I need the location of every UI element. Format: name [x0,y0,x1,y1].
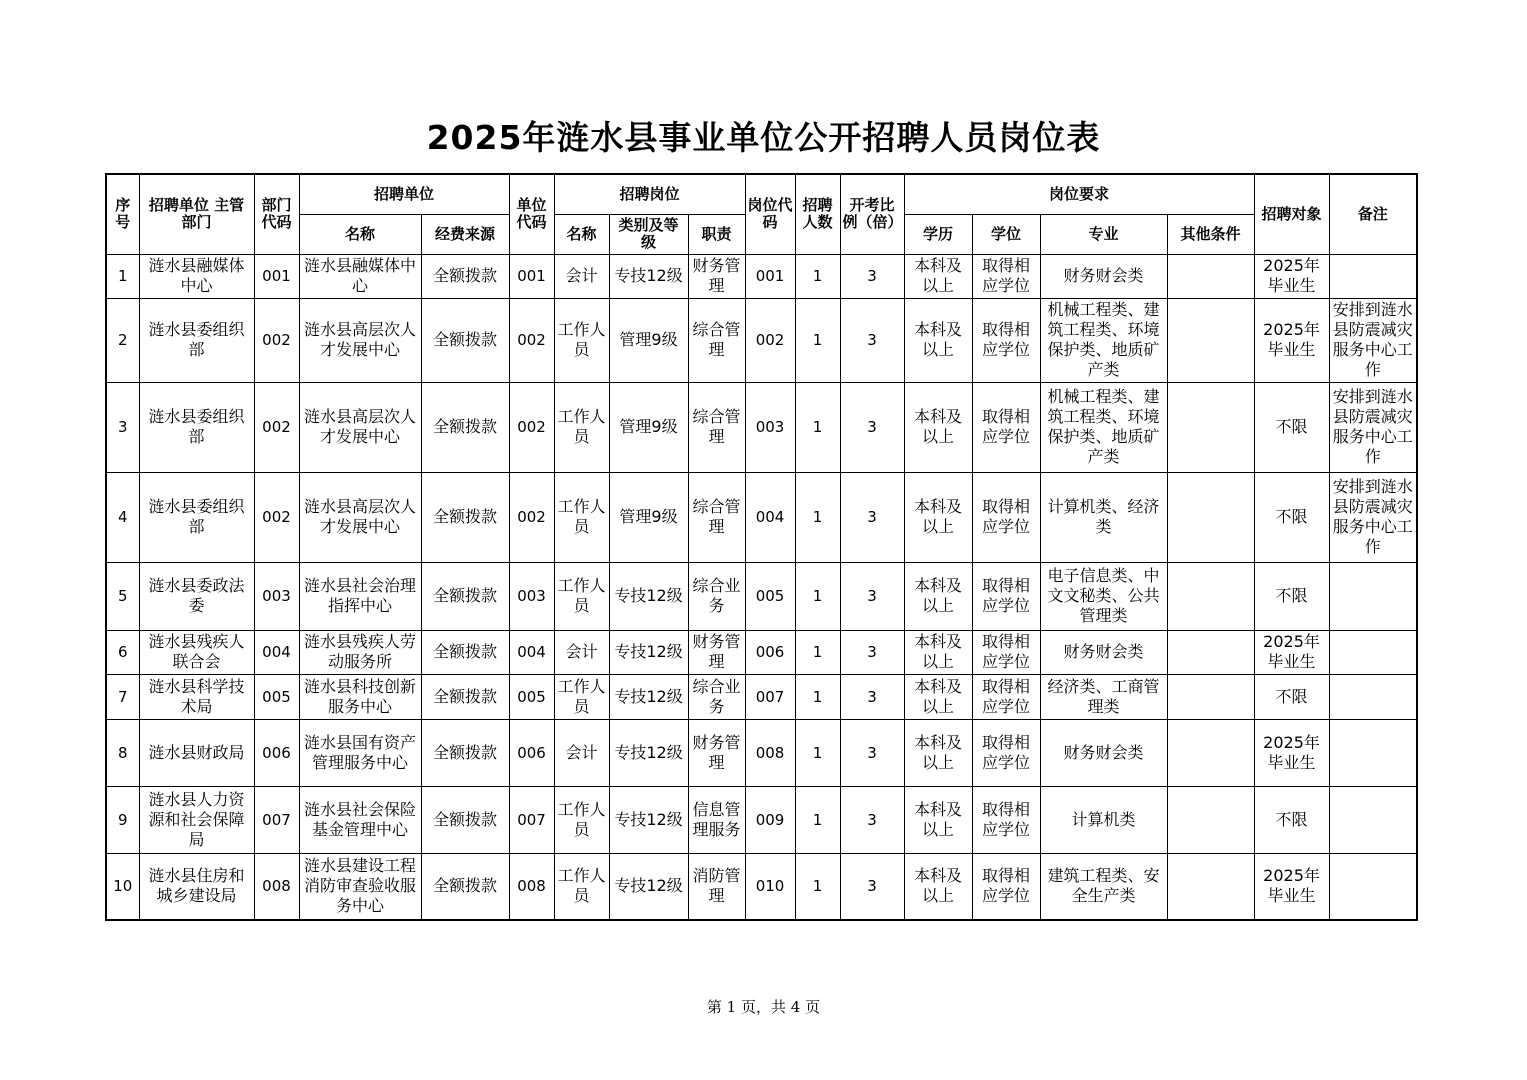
cell-post: 会计 [554,630,609,674]
cell-funding: 全额拨款 [421,853,509,920]
cell-degree: 取得相应学位 [972,472,1040,562]
cell-dept-code: 002 [254,382,299,472]
cell-major: 财务财会类 [1040,254,1167,298]
table-row [106,853,1417,920]
cell-dept: 涟水县委组织部 [139,472,254,562]
cell-duty: 财务管理 [688,719,745,786]
cell-degree: 取得相应学位 [972,254,1040,298]
cell-degree: 取得相应学位 [972,719,1040,786]
cell-post: 工作人员 [554,298,609,382]
cell-seq: 8 [106,719,139,786]
cell-ratio: 3 [840,674,904,719]
cell-unit: 涟水县建设工程消防审查验收服务中心 [299,853,421,920]
cell-post-code: 009 [745,786,795,853]
cell-ratio: 3 [840,719,904,786]
cell-remark [1329,674,1417,719]
cell-funding: 全额拨款 [421,786,509,853]
cell-dept-code: 005 [254,674,299,719]
cell-category: 专技12级 [609,786,688,853]
cell-target: 不限 [1254,786,1329,853]
table-row [106,472,1417,562]
header-dept-code: 部门代码 [254,174,299,254]
cell-count: 1 [795,562,840,630]
cell-count: 1 [795,674,840,719]
cell-major: 财务财会类 [1040,719,1167,786]
cell-funding: 全额拨款 [421,254,509,298]
header-dept: 招聘单位 主管部门 [139,174,254,254]
cell-dept: 涟水县人力资源和社会保障局 [139,786,254,853]
cell-ratio: 3 [840,853,904,920]
cell-funding: 全额拨款 [421,472,509,562]
cell-unit-code: 004 [509,630,554,674]
cell-major: 电子信息类、中文文秘类、公共管理类 [1040,562,1167,630]
cell-degree: 取得相应学位 [972,674,1040,719]
header-remark: 备注 [1329,174,1417,254]
cell-post: 工作人员 [554,562,609,630]
cell-duty: 信息管理服务 [688,786,745,853]
cell-dept-code: 002 [254,472,299,562]
cell-category: 专技12级 [609,562,688,630]
cell-ratio: 3 [840,382,904,472]
cell-seq: 10 [106,853,139,920]
cell-remark [1329,630,1417,674]
header-category: 类别及等级 [609,214,688,254]
cell-funding: 全额拨款 [421,630,509,674]
cell-post: 会计 [554,719,609,786]
cell-post: 工作人员 [554,382,609,472]
cell-count: 1 [795,254,840,298]
header-unit-code: 单位代码 [509,174,554,254]
cell-unit-code: 006 [509,719,554,786]
cell-dept: 涟水县委政法委 [139,562,254,630]
cell-category: 专技12级 [609,853,688,920]
cell-dept: 涟水县融媒体中心 [139,254,254,298]
cell-count: 1 [795,382,840,472]
cell-remark [1329,254,1417,298]
cell-target: 不限 [1254,674,1329,719]
header-post-group: 招聘岗位 [554,174,745,214]
cell-unit-code: 005 [509,674,554,719]
cell-dept-code: 001 [254,254,299,298]
header-degree: 学位 [972,214,1040,254]
cell-education: 本科及以上 [904,853,972,920]
page-title: 2025年涟水县事业单位公开招聘人员岗位表 [426,118,1101,157]
cell-duty: 综合业务 [688,674,745,719]
cell-dept-code: 004 [254,630,299,674]
cell-unit-code: 003 [509,562,554,630]
cell-education: 本科及以上 [904,719,972,786]
cell-seq: 3 [106,382,139,472]
cell-other [1167,562,1254,630]
cell-dept: 涟水县残疾人联合会 [139,630,254,674]
cell-seq: 9 [106,786,139,853]
cell-funding: 全额拨款 [421,298,509,382]
cell-post-code: 007 [745,674,795,719]
cell-education: 本科及以上 [904,562,972,630]
cell-remark [1329,786,1417,853]
cell-duty: 财务管理 [688,630,745,674]
table-row [106,254,1417,298]
cell-post: 工作人员 [554,674,609,719]
cell-funding: 全额拨款 [421,382,509,472]
cell-count: 1 [795,786,840,853]
cell-other [1167,630,1254,674]
cell-other [1167,298,1254,382]
cell-degree: 取得相应学位 [972,298,1040,382]
cell-post-code: 005 [745,562,795,630]
header-funding: 经费来源 [421,214,509,254]
cell-seq: 7 [106,674,139,719]
cell-post-code: 001 [745,254,795,298]
cell-unit: 涟水县高层次人才发展中心 [299,298,421,382]
header-education: 学历 [904,214,972,254]
cell-degree: 取得相应学位 [972,853,1040,920]
cell-education: 本科及以上 [904,786,972,853]
cell-major: 财务财会类 [1040,630,1167,674]
header-unit-name: 名称 [299,214,421,254]
cell-post: 会计 [554,254,609,298]
cell-target: 2025年毕业生 [1254,853,1329,920]
cell-count: 1 [795,630,840,674]
cell-target: 2025年毕业生 [1254,630,1329,674]
table-row [106,786,1417,853]
cell-degree: 取得相应学位 [972,630,1040,674]
cell-dept-code: 002 [254,298,299,382]
cell-count: 1 [795,719,840,786]
cell-duty: 综合业务 [688,562,745,630]
cell-education: 本科及以上 [904,630,972,674]
cell-other [1167,674,1254,719]
cell-funding: 全额拨款 [421,674,509,719]
cell-degree: 取得相应学位 [972,382,1040,472]
cell-ratio: 3 [840,298,904,382]
cell-other [1167,786,1254,853]
cell-funding: 全额拨款 [421,562,509,630]
cell-degree: 取得相应学位 [972,562,1040,630]
cell-seq: 2 [106,298,139,382]
cell-duty: 财务管理 [688,254,745,298]
cell-category: 管理9级 [609,382,688,472]
header-duty: 职责 [688,214,745,254]
cell-seq: 1 [106,254,139,298]
cell-remark [1329,719,1417,786]
cell-post-code: 006 [745,630,795,674]
cell-post-code: 008 [745,719,795,786]
cell-degree: 取得相应学位 [972,786,1040,853]
cell-category: 管理9级 [609,298,688,382]
table-row [106,382,1417,472]
cell-duty: 消防管理 [688,853,745,920]
cell-major: 建筑工程类、安全生产类 [1040,853,1167,920]
cell-dept: 涟水县科学技术局 [139,674,254,719]
header-ratio: 开考比例（倍） [840,174,904,254]
cell-count: 1 [795,472,840,562]
header-other: 其他条件 [1167,214,1254,254]
cell-post-code: 004 [745,472,795,562]
cell-remark: 安排到涟水县防震减灾服务中心工作 [1329,382,1417,472]
cell-dept: 涟水县财政局 [139,719,254,786]
cell-unit: 涟水县社会保险基金管理中心 [299,786,421,853]
cell-other [1167,382,1254,472]
page-footer: 第 1 页，共 4 页 [706,998,821,1016]
header-major: 专业 [1040,214,1167,254]
cell-count: 1 [795,853,840,920]
table-row [106,630,1417,674]
cell-major: 经济类、工商管理类 [1040,674,1167,719]
cell-unit-code: 007 [509,786,554,853]
header-req-group: 岗位要求 [904,174,1254,214]
header-post-code: 岗位代码 [745,174,795,254]
table-row [106,298,1417,382]
cell-post: 工作人员 [554,853,609,920]
cell-post: 工作人员 [554,786,609,853]
cell-post-code: 003 [745,382,795,472]
cell-remark: 安排到涟水县防震减灾服务中心工作 [1329,472,1417,562]
cell-education: 本科及以上 [904,382,972,472]
cell-funding: 全额拨款 [421,719,509,786]
cell-category: 专技12级 [609,630,688,674]
cell-category: 管理9级 [609,472,688,562]
cell-education: 本科及以上 [904,254,972,298]
cell-unit: 涟水县融媒体中心 [299,254,421,298]
header-target: 招聘对象 [1254,174,1329,254]
positions-table [105,173,1418,921]
cell-duty: 综合管理 [688,472,745,562]
cell-seq: 4 [106,472,139,562]
cell-unit: 涟水县高层次人才发展中心 [299,382,421,472]
cell-target: 2025年毕业生 [1254,719,1329,786]
cell-dept-code: 006 [254,719,299,786]
cell-remark: 安排到涟水县防震减灾服务中心工作 [1329,298,1417,382]
cell-ratio: 3 [840,786,904,853]
cell-dept: 涟水县委组织部 [139,382,254,472]
cell-education: 本科及以上 [904,674,972,719]
cell-education: 本科及以上 [904,298,972,382]
cell-duty: 综合管理 [688,382,745,472]
cell-unit-code: 008 [509,853,554,920]
cell-post-code: 010 [745,853,795,920]
table-row [106,719,1417,786]
cell-category: 专技12级 [609,674,688,719]
cell-remark [1329,853,1417,920]
table-row [106,562,1417,630]
cell-unit-code: 002 [509,382,554,472]
cell-category: 专技12级 [609,719,688,786]
table-row [106,674,1417,719]
header-post-name: 名称 [554,214,609,254]
cell-major: 计算机类、经济类 [1040,472,1167,562]
cell-dept-code: 008 [254,853,299,920]
cell-other [1167,719,1254,786]
header-seq: 序号 [106,174,139,254]
cell-major: 机械工程类、建筑工程类、环境保护类、地质矿产类 [1040,298,1167,382]
cell-target: 不限 [1254,472,1329,562]
cell-ratio: 3 [840,472,904,562]
cell-target: 不限 [1254,382,1329,472]
cell-target: 2025年毕业生 [1254,298,1329,382]
cell-education: 本科及以上 [904,472,972,562]
cell-remark [1329,562,1417,630]
cell-dept-code: 003 [254,562,299,630]
cell-unit-code: 002 [509,298,554,382]
cell-duty: 综合管理 [688,298,745,382]
cell-other [1167,853,1254,920]
header-count: 招聘人数 [795,174,840,254]
cell-dept: 涟水县委组织部 [139,298,254,382]
cell-target: 2025年毕业生 [1254,254,1329,298]
cell-ratio: 3 [840,630,904,674]
cell-major: 机械工程类、建筑工程类、环境保护类、地质矿产类 [1040,382,1167,472]
cell-unit: 涟水县残疾人劳动服务所 [299,630,421,674]
cell-target: 不限 [1254,562,1329,630]
cell-unit: 涟水县国有资产管理服务中心 [299,719,421,786]
cell-count: 1 [795,298,840,382]
cell-ratio: 3 [840,562,904,630]
cell-unit-code: 002 [509,472,554,562]
cell-other [1167,254,1254,298]
cell-unit: 涟水县社会治理指挥中心 [299,562,421,630]
cell-dept: 涟水县住房和城乡建设局 [139,853,254,920]
cell-major: 计算机类 [1040,786,1167,853]
cell-post-code: 002 [745,298,795,382]
cell-unit-code: 001 [509,254,554,298]
cell-dept-code: 007 [254,786,299,853]
cell-post: 工作人员 [554,472,609,562]
cell-other [1167,472,1254,562]
cell-ratio: 3 [840,254,904,298]
header-unit-group: 招聘单位 [299,174,509,214]
cell-unit: 涟水县科技创新服务中心 [299,674,421,719]
cell-seq: 6 [106,630,139,674]
cell-unit: 涟水县高层次人才发展中心 [299,472,421,562]
cell-category: 专技12级 [609,254,688,298]
cell-seq: 5 [106,562,139,630]
